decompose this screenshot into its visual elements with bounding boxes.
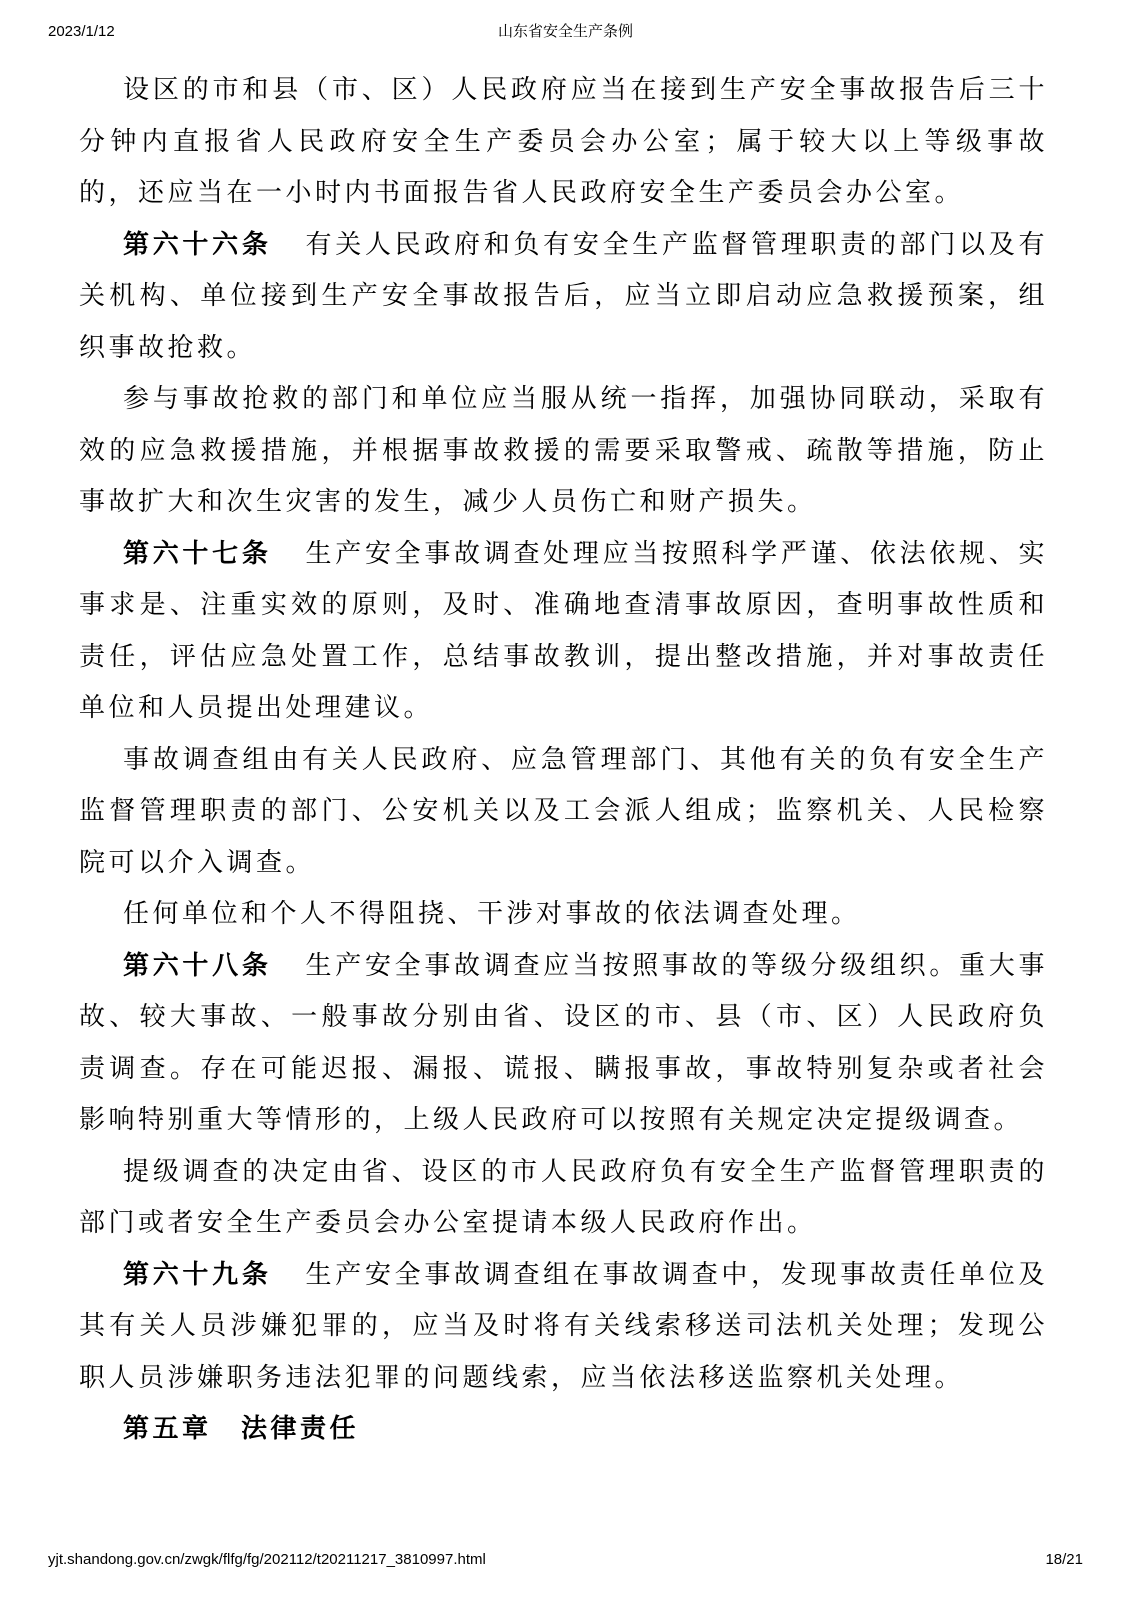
paragraph-text: 有关人民政府和负有安全生产监督管理职责的部门以及有关机构、单位接到生产安全事故报告后，应当立即启动应急救援预案，组织事故抢救。 [79,229,1048,362]
paragraph-text: 生产安全事故调查应当按照事故的等级分级组织。重大事故、较大事故、一般事故分别由省、设区的市、县（市、区）人民政府负责调查。存在可能迟报、漏报、谎报、瞒报事故，事故特别复杂或者社会影响特别重大等情形的，上级人民政府可以按照有关规定决定提级调查。 [79,950,1048,1134]
print-header [48,22,1083,42]
header-document-title: 山东省安全生产条例 [497,23,633,40]
paragraph [79,64,1048,219]
paragraph-text: 事故调查组由有关人民政府、应急管理部门、其他有关的负有安全生产监督管理职责的部门、公安机关以及工会派人组成；监察机关、人民检察院可以介入调查。 [79,744,1048,877]
paragraph-text: 设区的市和县（市、区）人民政府应当在接到生产安全事故报告后三十分钟内直报省人民政府安全生产委员会办公室；属于较大以上等级事故的，还应当在一小时内书面报告省人民政府安全生产委员会办公室。 [79,75,1048,207]
article-number: 第六十八条 [123,950,272,980]
chapter-heading: 第五章 法律责任 [123,1413,360,1443]
paragraph [79,888,1048,940]
article-number: 第六十六条 [123,229,272,259]
paragraph [79,373,1048,528]
paragraph-text: 生产安全事故调查组在事故调查中，发现事故责任单位及其有关人员涉嫌犯罪的，应当及时将有关线索移送司法机关处理；发现公职人员涉嫌职务违法犯罪的问题线索，应当依法移送监察机关处理。 [79,1259,1048,1392]
paragraph [79,219,1048,374]
document-body [79,64,1048,1455]
page-indicator: 18/21 [1045,1551,1083,1568]
paragraph [79,1249,1048,1404]
print-footer [48,1550,1083,1570]
footer-url: yjt.shandong.gov.cn/zwgk/flfg/fg/202112/t20211217_3810997.html [48,1551,486,1568]
paragraph-text: 任何单位和个人不得阻挠、干涉对事故的依法调查处理。 [123,899,861,928]
paragraph [79,528,1048,734]
header-date: 2023/1/12 [48,23,115,40]
article-number: 第六十九条 [123,1259,272,1289]
paragraph [79,1146,1048,1249]
paragraph [79,940,1048,1146]
article-number: 第六十七条 [123,538,272,568]
paragraph-text: 参与事故抢救的部门和单位应当服从统一指挥，加强协同联动，采取有效的应急救援措施，并根据事故救援的需要采取警戒、疏散等措施，防止事故扩大和次生灾害的发生，减少人员伤亡和财产损失。 [79,384,1048,516]
paragraph-text: 提级调查的决定由省、设区的市人民政府负有安全生产监督管理职责的部门或者安全生产委员会办公室提请本级人民政府作出。 [79,1156,1048,1237]
paragraph-text: 生产安全事故调查处理应当按照科学严谨、依法依规、实事求是、注重实效的原则，及时、准确地查清事故原因，查明事故性质和责任，评估应急处置工作，总结事故教训，提出整改措施，并对事故责任单位和人员提出处理建议。 [79,538,1048,722]
paragraph [79,734,1048,889]
